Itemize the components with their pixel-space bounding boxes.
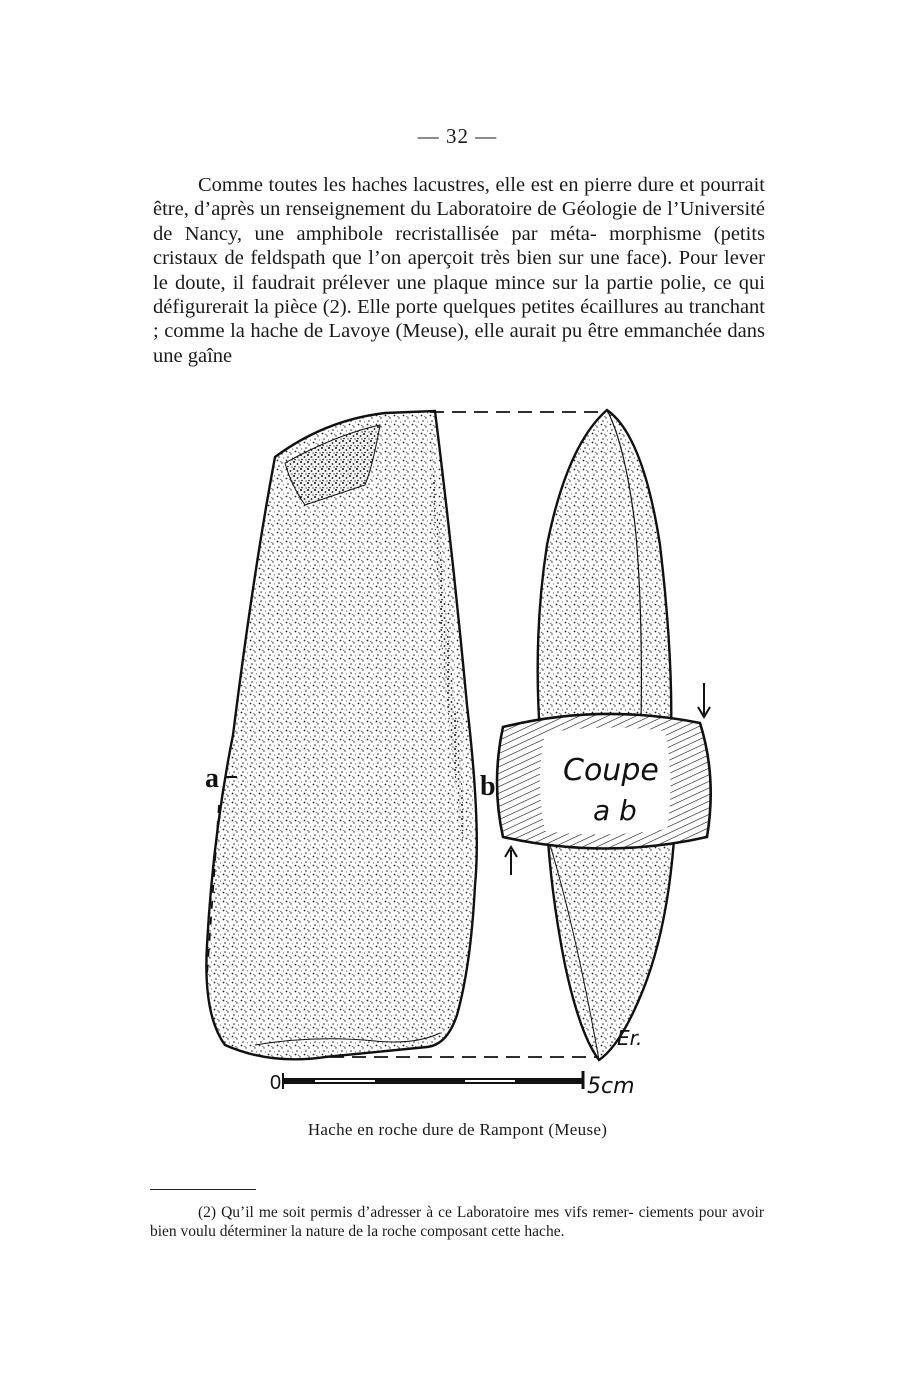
axe-face-view xyxy=(206,411,476,1059)
scale-start-label: 0 xyxy=(270,1072,282,1094)
body-paragraph: Comme toutes les haches lacustres, elle est en pierre dure et pourrait être, d’après un renseignement du Laboratoire de Géologie de l’Université de Nancy, une amphibole recristallisée par méta- morphisme (petits cristaux de feldspath que l’on aperçoit très bien sur une face). Pour lever le doute, il faudrait prélever une plaque mince sur la partie polie, ce qui défigurerait la pièce (2). Elle porte quelques petites écaillures au tranchant ; comme la hache de Lavoye (Meuse), elle aurait pu être emmanchée dans une gaîne xyxy=(153,174,765,367)
page-number: — 32 — xyxy=(417,124,498,148)
artist-signature: Er. xyxy=(617,1026,643,1050)
label-b: b xyxy=(480,771,496,802)
figure-caption: Hache en roche dure de Rampont (Meuse) xyxy=(307,1120,608,1139)
footnote-divider xyxy=(150,1189,256,1190)
cross-section xyxy=(497,714,711,849)
footnote: (2) Qu’il me soit permis d’adresser à ce Laboratoire mes vifs remer- ciements pour avoir bien voulu déterminer la nature de la roche composant cette hache. xyxy=(150,1204,764,1240)
section-label-line2: a b xyxy=(593,794,637,827)
axe-illustration xyxy=(195,405,730,1100)
section-label-line1: Coupe xyxy=(563,753,659,788)
axe-drawing xyxy=(195,405,730,1100)
scale-end-label: 5cm xyxy=(587,1074,635,1099)
label-a: a xyxy=(205,763,219,794)
scale-bar xyxy=(270,1071,635,1099)
